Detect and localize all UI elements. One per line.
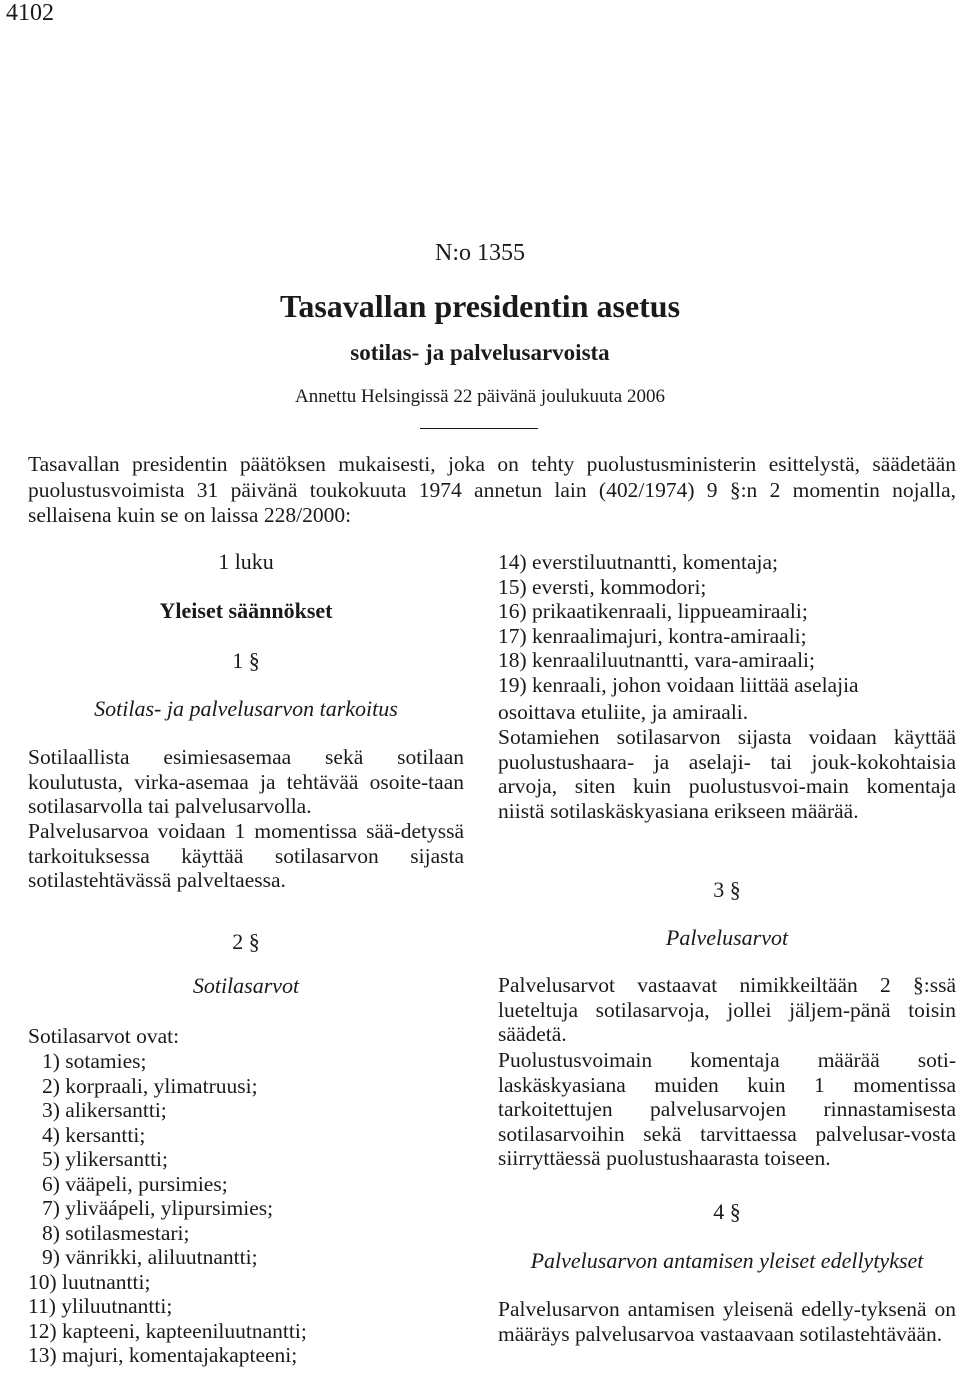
rank-list-item: 14) everstiluutnantti, komentaja; <box>498 550 779 574</box>
section-1-paragraph-2-text: Palvelusarvoa voidaan 1 momentissa sää-detyssä tarkoituksessa käyttää sotilasarvon sijasta sotilastehtävässä palveltaessa. <box>28 819 464 892</box>
preamble-text: Tasavallan presidentin päätöksen mukaisesti, joka on tehty puolustusministerin esittelystä, säädetään puolustusvoimista 31 päivänä toukokuuta 1974 annetun lain (402/1974) 9 §:n 2 momentin nojalla, sellaisena kuin se on laissa 228/2000: <box>28 452 956 527</box>
section-3-title: Palvelusarvot <box>665 925 789 950</box>
section-1-paragraph-1 <box>28 745 464 819</box>
rank-list-item: 5) ylikersantti; <box>42 1147 168 1171</box>
section-2-lead: Sotilasarvot ovat: <box>28 1024 180 1048</box>
rank-list-item: 3) alikersantti; <box>42 1098 167 1122</box>
rank-list-item: 18) kenraaliluutnantti, vara-amiraali; <box>498 648 815 672</box>
section-3-paragraph-1 <box>498 973 956 1047</box>
section-2-paragraph-2-text: Sotamiehen sotilasarvon sijasta voidaan käyttää puolustushaara- ja aselaji- tai jouk-kokohtaisia arvoja, siten kuin puolustusvoi-main komentaja niistä sotilaskäskyasiana erikseen määrää. <box>498 725 956 823</box>
statute-number: N:o 1355 <box>435 240 525 266</box>
section-3-paragraph-1-text: Palvelusarvot vastaavat nimikkeiltään 2 §:ssä lueteltuja sotilasarvoja, jollei jäljem-pänä toisin säädetä. <box>498 973 956 1046</box>
rank-list-item: 9) vänrikki, aliluutnantti; <box>42 1245 258 1269</box>
rank-list-right <box>498 550 956 697</box>
given-date: Annettu Helsingissä 22 päivänä joulukuuta 2006 <box>295 386 665 407</box>
page-title: Tasavallan presidentin asetus <box>279 288 681 324</box>
rank-list-item: 11) yliluutnantti; <box>28 1294 173 1318</box>
section-1-number: 1 § <box>232 648 260 673</box>
page-subtitle: sotilas- ja palvelusarvoista <box>350 340 610 365</box>
preamble <box>28 452 956 529</box>
rank-list-item: 12) kapteeni, kapteeniluutnantti; <box>28 1318 307 1343</box>
rank-list-item: 10) luutnantti; <box>28 1269 151 1294</box>
section-1-title: Sotilas- ja palvelusarvon tarkoitus <box>94 696 398 721</box>
rank-list-item: 2) korpraali, ylimatruusi; <box>42 1073 258 1098</box>
rank-list-item: 8) sotilasmestari; <box>42 1220 190 1245</box>
rank-list-item: 7) yliväápeli, ylipursimies; <box>42 1196 274 1220</box>
section-4-paragraph-1 <box>498 1297 956 1346</box>
chapter-title: Yleiset säännökset <box>159 598 333 623</box>
section-1-paragraph-1-text: Sotilaallista esimiesasemaa sekä sotilaan koulutusta, virka-asemaa ja tehtävää osoite-taan sotilasarvolla tai palvelusarvolla. <box>28 745 464 818</box>
section-1-paragraph-2 <box>28 819 464 893</box>
section-3-paragraph-2 <box>498 1048 956 1171</box>
rank-list-item: 6) vääpeli, pursimies; <box>42 1171 228 1196</box>
section-2-number: 2 § <box>232 929 260 954</box>
page-number: 4102 <box>6 0 54 26</box>
rank-list-item: 16) prikaatikenraali, lippueamiraali; <box>498 599 808 623</box>
header-divider <box>420 428 538 429</box>
rank-list-item: 13) majuri, komentajakapteeni; <box>28 1343 298 1367</box>
rank-list-item: 17) kenraalimajuri, kontra-amiraali; <box>498 623 807 648</box>
rank-list-item: 15) eversti, kommodori; <box>498 574 707 599</box>
section-3-number: 3 § <box>713 877 741 902</box>
rank-list-item: 1) sotamies; <box>42 1049 147 1073</box>
chapter-number: 1 luku <box>218 549 274 574</box>
rank-list-item: 4) kersantti; <box>42 1122 146 1147</box>
section-4-title: Palvelusarvon antamisen yleiset edellytykset <box>530 1248 924 1273</box>
section-3-paragraph-2-text: Puolustusvoimain komentaja määrää soti-laskäskyasiana muiden kuin 1 momentissa tarkoitettujen palvelusarvojen rinnastamisesta sotilasarvoihin sekä tarvittaessa palvelusar-vosta siirryttäessä puolustushaarasta toiseen. <box>498 1048 956 1170</box>
rank-list-item: 19) kenraali, johon voidaan liittää aselajia <box>498 672 859 697</box>
rank-list-left <box>28 1049 464 1368</box>
section-2-paragraph-2 <box>498 725 956 823</box>
section-4-paragraph-1-text: Palvelusarvon antamisen yleisenä edelly-tyksenä on määräys palvelusarvoa vastaavaan sotilastehtävään. <box>498 1297 956 1346</box>
section-2-title: Sotilasarvot <box>192 973 300 998</box>
rank-list-item-19-continuation: osoittava etuliite, ja amiraali. <box>498 700 749 724</box>
section-4-number: 4 § <box>713 1199 741 1224</box>
